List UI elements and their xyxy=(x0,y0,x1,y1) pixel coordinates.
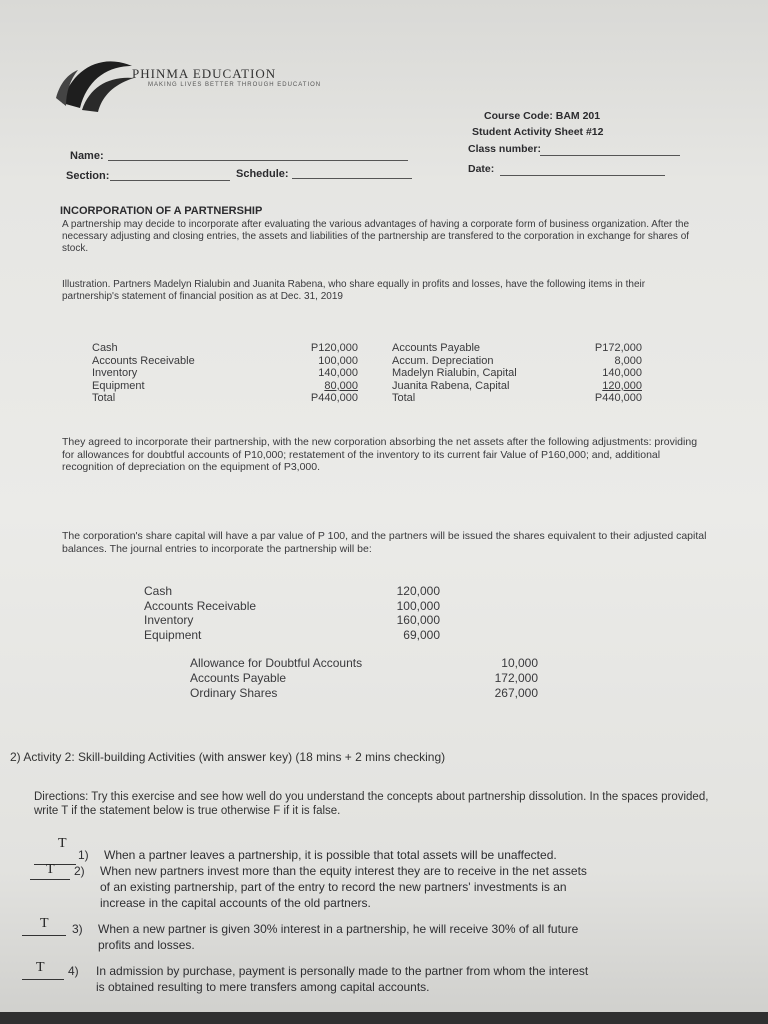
statement-asset-label: Inventory xyxy=(92,367,138,379)
journal-credit-account: Allowance for Doubtful Accounts xyxy=(190,656,363,670)
answer-blank-3[interactable] xyxy=(22,935,66,936)
journal-debit-amount: 120,000 xyxy=(396,584,440,598)
name-field[interactable] xyxy=(108,160,408,161)
statement-asset-label: Cash xyxy=(92,342,118,354)
statement-liability-label: Accum. Depreciation xyxy=(392,354,494,367)
statement-liability-label: Juanita Rabena, Capital xyxy=(392,379,510,392)
illustration-paragraph: Illustration. Partners Madelyn Rialubin and Juanita Rabena, who share equally in profits and losses, have the following items in their partnership's statement of financial position as at Dec. 31, 2019 xyxy=(62,279,646,302)
item-3-line: profits and losses. xyxy=(98,938,195,952)
statement-assets-labels xyxy=(92,342,212,405)
statement-liability-label: Total xyxy=(392,392,416,404)
journal-debit-amounts xyxy=(372,584,440,642)
schedule-label: Schedule: xyxy=(236,168,289,180)
date-field[interactable] xyxy=(500,175,665,176)
journal-debit-account: Equipment xyxy=(144,627,202,642)
section-label: Section: xyxy=(66,170,110,182)
statement-asset-value: 100,000 xyxy=(318,354,358,367)
answer-blank-4[interactable] xyxy=(22,979,64,980)
agreement-paragraph: They agreed to incorporate their partnership, with the new corporation absorbing the net assets after the following adjustments: providing for allowances for doubtful accounts of P10,000; restatement of the inventory to its current fair Value of P160,000; and, additional recognition of depreciation on the equipment of P3,000. xyxy=(62,436,698,473)
journal-debit-amount: 100,000 xyxy=(396,598,440,613)
schedule-field[interactable] xyxy=(292,178,412,179)
phinma-logo-icon xyxy=(52,48,142,118)
item-3-line: When a new partner is given 30% interest in a partnership, he will receive 30% of all future xyxy=(98,922,579,936)
statement-liability-label: Madelyn Rialubin, Capital xyxy=(392,367,517,379)
journal-credit-account: Accounts Payable xyxy=(190,671,287,685)
statement-asset-value: 80,000 xyxy=(324,379,358,392)
date-label: Date: xyxy=(468,163,495,175)
journal-debit-amount: 160,000 xyxy=(396,613,440,627)
statement-asset-label: Accounts Receivable xyxy=(92,354,195,367)
item-number-4: 4) xyxy=(68,964,79,978)
item-4-line: In admission by purchase, payment is personally made to the partner from whom the interest xyxy=(96,964,589,978)
answer-1[interactable]: T xyxy=(58,836,67,851)
statement-liabilities-values xyxy=(578,342,642,405)
item-1-line: When a partner leaves a partnership, it is possible that total assets will be unaffected. xyxy=(104,848,557,862)
journal-debit-amount: 69,000 xyxy=(403,627,440,642)
journal-debit-account: Accounts Receivable xyxy=(144,598,257,613)
item-number-2: 2) xyxy=(74,864,85,878)
statement-asset-value: 140,000 xyxy=(318,367,358,379)
name-label: Name: xyxy=(70,150,104,162)
activity-sheet-number: Student Activity Sheet #12 xyxy=(472,126,604,138)
statement-liability-value: 140,000 xyxy=(602,367,642,379)
item-number-3: 3) xyxy=(72,922,83,936)
section-field[interactable] xyxy=(110,180,230,181)
item-number-1: 1) xyxy=(78,848,89,862)
journal-credit-amount: 10,000 xyxy=(501,656,538,670)
item-4-line: is obtained resulting to mere transfers among capital accounts. xyxy=(96,980,430,994)
journal-credit-amount: 172,000 xyxy=(494,671,538,685)
statement-liability-total: P440,000 xyxy=(594,392,642,404)
brand-tagline: MAKING LIVES BETTER THROUGH EDUCATION xyxy=(148,82,322,88)
item-2-line: When new partners invest more than the equity interest they are to receive in the net assets xyxy=(100,864,587,878)
statement-liability-value: P172,000 xyxy=(594,342,642,354)
statement-asset-label: Total xyxy=(92,392,116,404)
section-title: INCORPORATION OF A PARTNERSHIP xyxy=(60,205,263,217)
journal-debit-account: Inventory xyxy=(144,613,194,627)
brand-name: PHINMA EDUCATION xyxy=(132,66,277,81)
statement-asset-total: P440,000 xyxy=(310,392,358,404)
statement-asset-label: Equipment xyxy=(92,379,145,392)
journal-credit-accounts xyxy=(190,656,430,701)
answer-2[interactable]: T xyxy=(46,862,55,877)
activity-directions: Directions: Try this exercise and see how well do you understand the concepts about partnership dissolution. In the spaces provided, write T if the statement below is true otherwise F if it is false. xyxy=(34,791,709,817)
journal-credit-amounts xyxy=(466,656,538,701)
share-capital-paragraph: The corporation's share capital will have a par value of P 100, and the partners will be issued the shares equivalent to their adjusted capital balances. The journal entries to incorporate the partnership will be: xyxy=(62,530,707,555)
page-bottom-shadow xyxy=(0,1012,768,1024)
answer-3[interactable]: T xyxy=(40,916,49,931)
activity-heading: 2) Activity 2: Skill-building Activities (with answer key) (18 mins + 2 mins checking) xyxy=(10,750,446,764)
answer-blank-1[interactable] xyxy=(34,864,76,865)
journal-debit-account: Cash xyxy=(144,584,173,598)
item-2-line: of an existing partnership, part of the entry to record the new partners' investments is an xyxy=(100,880,567,894)
answer-blank-2[interactable] xyxy=(30,879,70,880)
statement-liability-value: 8,000 xyxy=(614,354,642,367)
journal-credit-amount: 267,000 xyxy=(494,686,538,700)
statement-liabilities-labels xyxy=(392,342,562,405)
item-2-line: increase in the capital accounts of the old partners. xyxy=(100,896,371,910)
statement-liability-value: 120,000 xyxy=(602,379,642,392)
class-number-label: Class number: xyxy=(468,143,541,155)
statement-asset-value: P120,000 xyxy=(310,342,358,354)
statement-assets-values xyxy=(290,342,358,405)
intro-paragraph: A partnership may decide to incorporate after evaluating the various advantages of having a corporate form of business organization. After the necessary adjusting and closing entries, the assets and liabilities of the partnership are transfered to the corporation in exchange for shares of stock. xyxy=(62,219,690,254)
answer-4[interactable]: T xyxy=(36,960,45,975)
journal-credit-account: Ordinary Shares xyxy=(190,686,278,700)
class-number-field[interactable] xyxy=(540,155,680,156)
statement-liability-label: Accounts Payable xyxy=(392,342,481,354)
journal-debit-accounts xyxy=(144,584,324,642)
course-code: Course Code: BAM 201 xyxy=(484,110,601,122)
